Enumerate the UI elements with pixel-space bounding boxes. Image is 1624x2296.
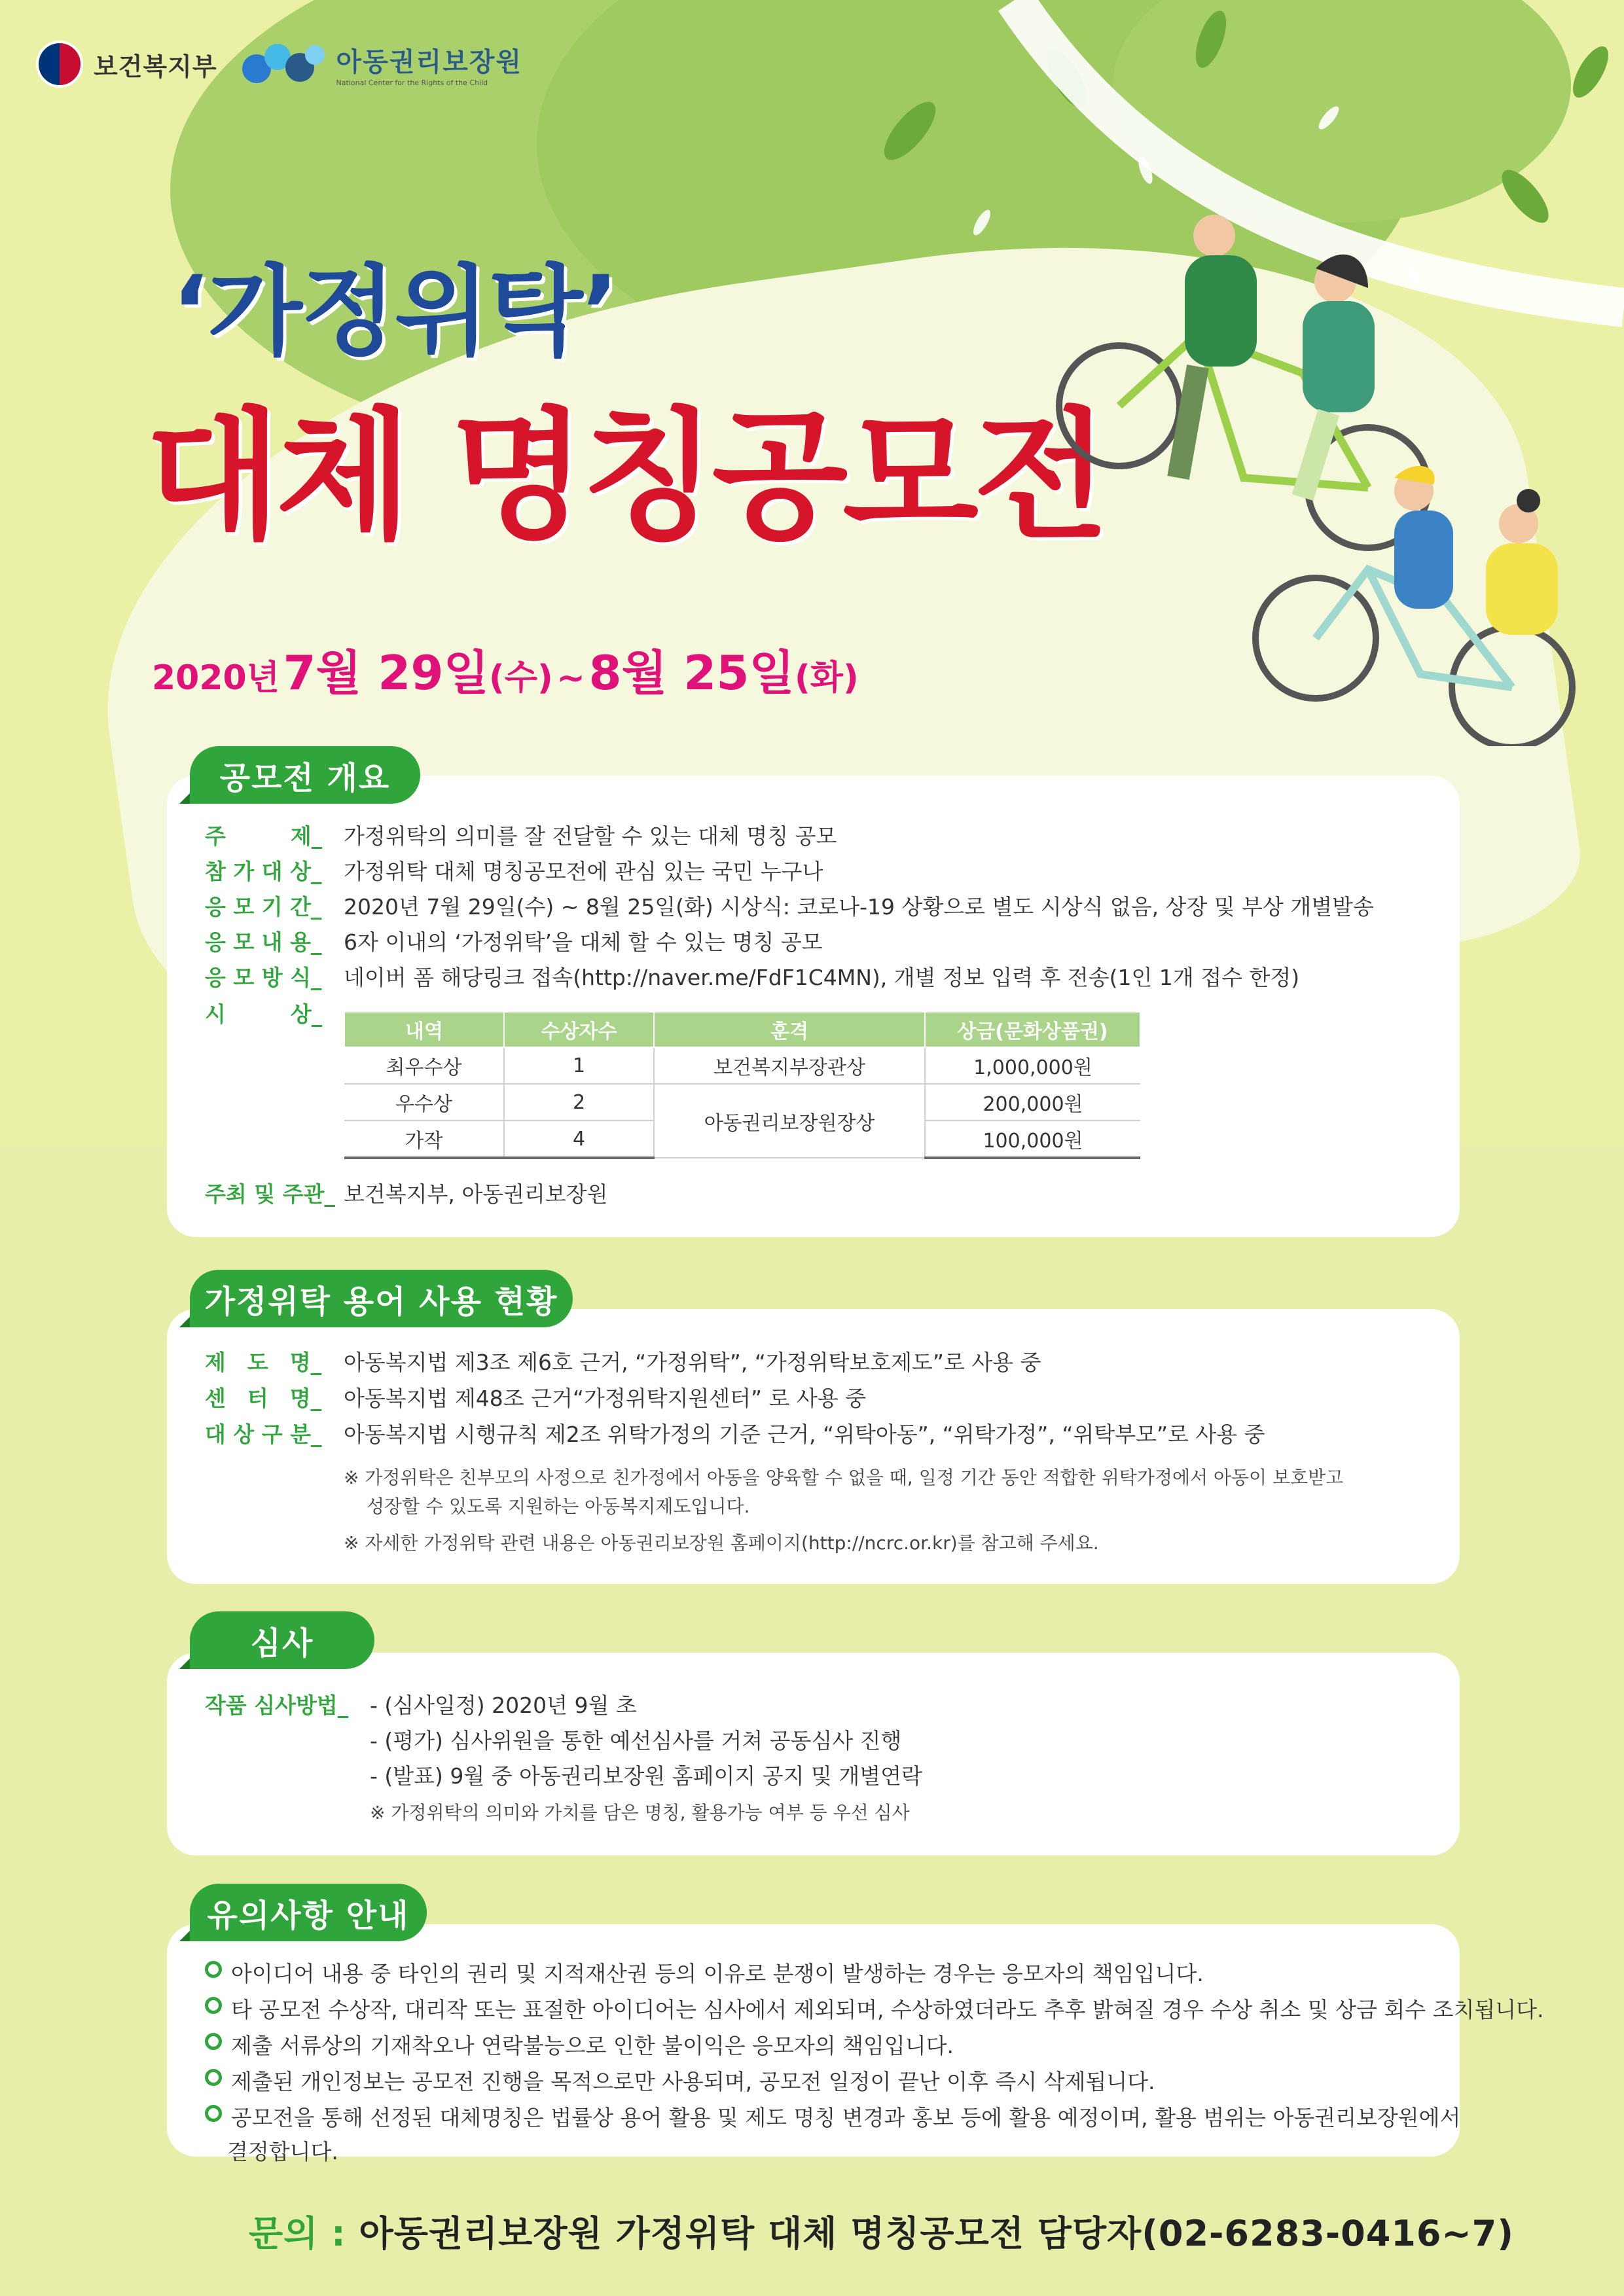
date-start-day: (수): [489, 658, 553, 698]
row-value: 2020년 7월 29일(수) ~ 8월 25일(화) 시상식: 코로나-19 상황으로 별도 시상식 없음, 상장 및 부상 개별발송: [344, 894, 1374, 920]
review-item-text: - (발표) 9월 중 아동권리보장원 홈페이지 공지 및 개별연락: [370, 1763, 922, 1789]
review-item: [370, 1728, 901, 1754]
overview-row-topic: [205, 823, 837, 850]
overview-row-method: [205, 965, 1299, 991]
row-label: 작품 심사방법_: [205, 1693, 349, 1718]
column-header: 훈격: [654, 1012, 925, 1047]
logo-row: [36, 41, 522, 88]
taegeuk-emblem-icon: [36, 41, 83, 88]
table-cell: 2: [504, 1084, 654, 1121]
bullet-icon: [205, 2069, 222, 2086]
row-label: 대 상 구 분_: [205, 1422, 322, 1447]
center-name: 아동권리보장원: [336, 47, 523, 77]
notice-item: [205, 1961, 1204, 1987]
table-cell: 아동권리보장원장상: [654, 1084, 925, 1158]
center-logo: [242, 41, 522, 87]
table-row: [344, 1084, 1140, 1121]
bullet-icon: [205, 2033, 222, 2050]
row-label: 제 도 명_: [205, 1350, 322, 1375]
table-cell: 4: [504, 1121, 654, 1158]
children-logo-icon: [242, 41, 327, 87]
prize-table-header: [344, 1012, 1140, 1047]
overview-row-award: [205, 1001, 344, 1028]
table-cell: 가작: [344, 1121, 504, 1158]
contact-label: 문의 :: [249, 2213, 346, 2254]
row-label: 주최 및 주관_: [205, 1181, 335, 1207]
bullet-icon: [205, 1997, 222, 2014]
table-cell: 최우수상: [344, 1047, 504, 1084]
overview-row-eligibility: [205, 859, 823, 885]
usage-note: 성장할 수 있도록 지원하는 아동복지제도입니다.: [367, 1496, 750, 1517]
title-line2: 대체 명칭공모전: [145, 394, 1104, 558]
table-cell: 200,000원: [925, 1084, 1140, 1121]
notice-text: 공모전을 통해 선정된 대체명칭은 법률상 용어 활용 및 제도 명칭 변경과 홍보 등에 활용 예정이며, 활용 범위는 아동권리보장원에서: [231, 2105, 1461, 2130]
usage-row-target: [205, 1422, 1265, 1448]
notice-item: [205, 1997, 1543, 2023]
review-note: ※ 가정위탁의 의미와 가치를 담은 명칭, 활용가능 여부 등 우선 심사: [370, 1802, 910, 1823]
table-cell: 우수상: [344, 1084, 504, 1121]
table-row: [344, 1047, 1140, 1084]
bullet-icon: [205, 1961, 222, 1978]
review-row: [205, 1693, 369, 1719]
review-item: [370, 1693, 637, 1719]
row-label: 응 모 기 간_: [205, 894, 322, 920]
row-value: 가정위탁의 의미를 잘 전달할 수 있는 대체 명칭 공모: [344, 823, 837, 849]
contest-period: [152, 635, 859, 703]
overview-row-host: [205, 1181, 608, 1208]
contact-footer: [249, 2206, 1514, 2256]
row-label: 참 가 대 상_: [205, 859, 322, 884]
center-name-en: National Center for the Rights of the Child: [336, 79, 488, 87]
row-value: 6자 이내의 ‘가정위탁’을 대체 할 수 있는 명칭 공모: [344, 929, 823, 955]
overview-tab: 공모전 개요: [190, 746, 420, 804]
row-label: 시 상_: [205, 1001, 323, 1027]
column-header: 상금(문화상품권): [925, 1012, 1140, 1047]
usage-row-system: [205, 1350, 1041, 1376]
row-value: 보건복지부, 아동권리보장원: [344, 1181, 608, 1207]
notice-tab: 유의사항 안내: [190, 1884, 427, 1941]
notice-item-cont: [227, 2139, 338, 2165]
row-value: 네이버 폼 해당링크 접속(http://naver.me/FdF1C4MN), 개별 정보 입력 후 전송(1인 1개 접수 한정): [344, 965, 1300, 990]
column-header: 내역: [344, 1012, 504, 1047]
review-tab: 심사: [190, 1611, 374, 1669]
date-start: 7월 29일: [283, 645, 490, 700]
notice-item: [205, 2105, 1460, 2131]
row-label: 주 제_: [205, 823, 323, 849]
table-cell: 1,000,000원: [925, 1047, 1140, 1084]
row-value: 아동복지법 제48조 근거“가정위탁지원센터” 로 사용 중: [344, 1386, 867, 1411]
notice-item: [205, 2069, 1155, 2095]
row-value: 가정위탁 대체 명칭공모전에 관심 있는 국민 누구나: [344, 859, 823, 884]
usage-note: ※ 자세한 가정위탁 관련 내용은 아동권리보장원 홈페이지(http://ncrc.or.kr)를 참고해 주세요.: [344, 1532, 1099, 1554]
row-label: 응 모 방 식_: [205, 965, 322, 990]
notice-text: 제출된 개인정보는 공모전 진행을 목적으로만 사용되며, 공모전 일정이 끝난 이후 즉시 삭제됩니다.: [231, 2069, 1155, 2094]
ministry-logo: [36, 41, 217, 88]
bullet-icon: [205, 2105, 222, 2122]
usage-tab: 가정위탁 용어 사용 현황: [190, 1270, 573, 1327]
cyclists-illustration: [1028, 203, 1591, 746]
prize-table: [344, 1011, 1141, 1159]
date-tilde: ~: [556, 658, 585, 698]
overview-row-content: [205, 929, 823, 956]
usage-row-center: [205, 1386, 866, 1412]
table-cell: 100,000원: [925, 1121, 1140, 1158]
notice-text: 타 공모전 수상작, 대리작 또는 표절한 아이디어는 심사에서 제외되며, 수상하였더라도 추후 밝혀질 경우 수상 취소 및 상금 회수 조치됩니다.: [231, 1997, 1544, 2022]
notice-text: 아이디어 내용 중 타인의 권리 및 지적재산권 등의 이유로 분쟁이 발생하는 경우는 응모자의 책임입니다.: [231, 1961, 1204, 1986]
contact-value: 아동권리보장원 가정위탁 대체 명칭공모전 담당자(02-6283-0416~7): [359, 2213, 1514, 2254]
ministry-name: 보건복지부: [94, 52, 217, 81]
notice-text: 제출 서류상의 기재착오나 연락불능으로 인한 불이익은 응모자의 책임입니다.: [231, 2033, 954, 2058]
row-label: 센 터 명_: [205, 1386, 322, 1411]
row-label: 응 모 내 용_: [205, 929, 322, 955]
review-item-text: - (평가) 심사위원을 통한 예선심사를 거쳐 공동심사 진행: [370, 1728, 902, 1753]
date-end: 8월 25일: [588, 645, 795, 700]
notice-text: 결정합니다.: [227, 2139, 338, 2164]
table-cell: 1: [504, 1047, 654, 1084]
title-line1: ‘가정위탁’: [171, 255, 618, 369]
row-value: 아동복지법 시행규칙 제2조 위탁가정의 기준 근거, “위탁아동”, “위탁가정”, “위탁부모”로 사용 중: [344, 1422, 1265, 1447]
usage-note: ※ 가정위탁은 친부모의 사정으로 친가정에서 아동을 양육할 수 없을 때, 일정 기간 동안 적합한 위탁가정에서 아동이 보호받고: [344, 1467, 1344, 1488]
date-year: 2020년: [152, 658, 280, 698]
table-cell: 보건복지부장관상: [654, 1047, 925, 1084]
review-item-text: - (심사일정) 2020년 9월 초: [370, 1693, 637, 1718]
date-end-day: (화): [794, 658, 859, 698]
column-header: 수상자수: [504, 1012, 654, 1047]
overview-row-period: [205, 894, 1374, 920]
row-value: 아동복지법 제3조 제6호 근거, “가정위탁”, “가정위탁보호제도”로 사용 중: [344, 1350, 1041, 1375]
notice-item: [205, 2033, 954, 2059]
review-item: [370, 1763, 922, 1789]
